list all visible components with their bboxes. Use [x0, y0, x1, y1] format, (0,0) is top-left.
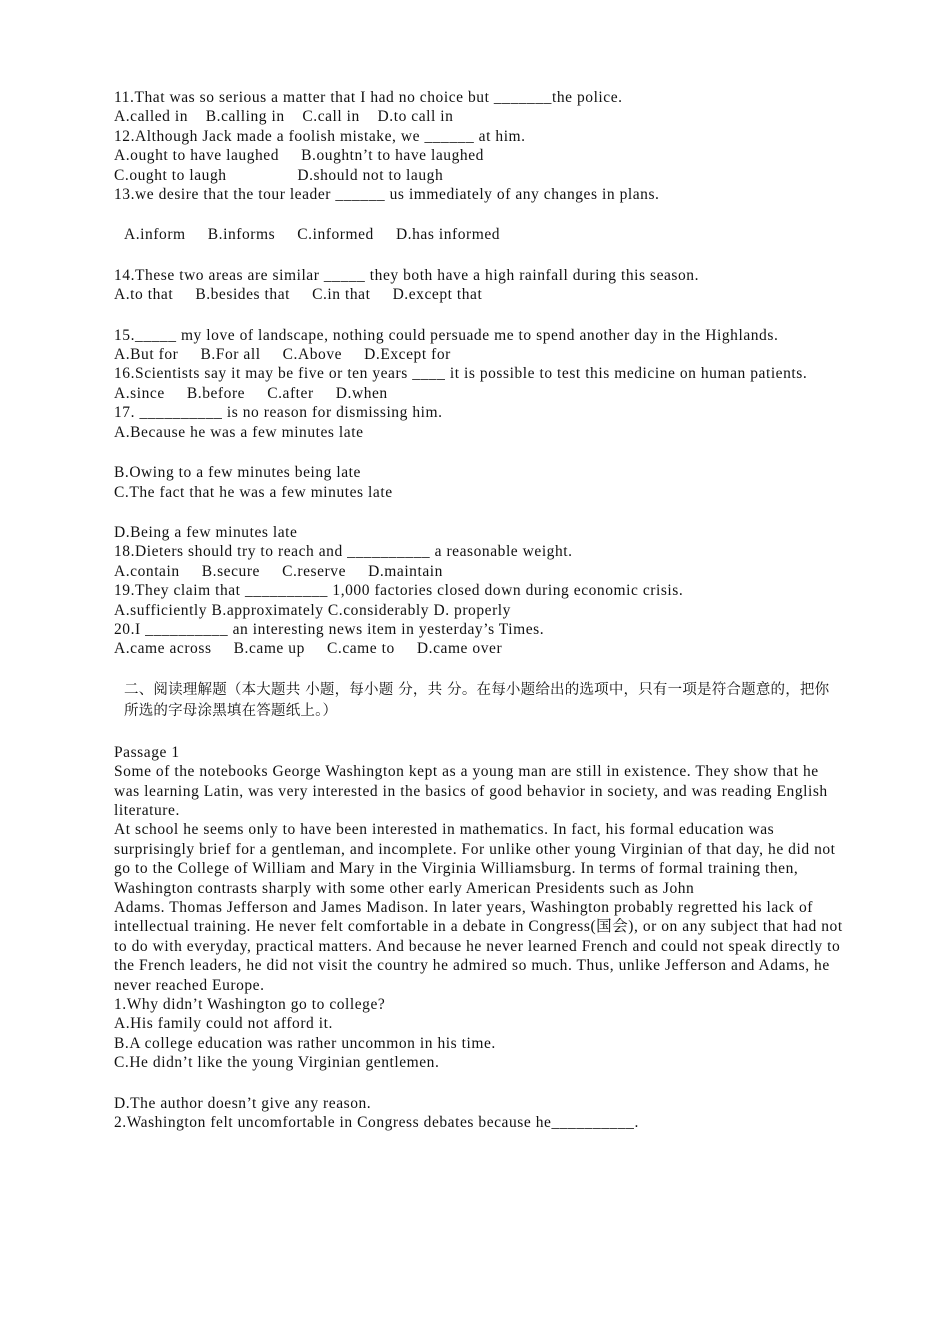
reading-question-1-option-b: B.A college education was rather uncommon in his time.	[114, 1034, 496, 1052]
reading-question-1-stem: 1.Why didn’t Washington go to college?	[114, 996, 386, 1014]
question-17-option-a: A.Because he was a few minutes late	[114, 423, 364, 441]
reading-question-1-option-a: A.His family could not afford it.	[114, 1015, 333, 1033]
question-14-stem: 14.These two areas are similar _____ they both have a high rainfall during this season.	[114, 266, 700, 284]
question-11-stem: 11.That was so serious a matter that I had no choice but _______the police.	[114, 89, 623, 106]
reading-question-1-option-c: C.He didn’t like the young Virginian gentlemen.	[114, 1054, 440, 1072]
spacer	[114, 442, 844, 463]
question-20-options: A.came across B.came up C.came to D.came over	[114, 640, 503, 658]
question-13-stem: 13.we desire that the tour leader ______ us immediately of any changes in plans.	[114, 186, 660, 204]
question-17-option-d: D.Being a few minutes late	[114, 523, 298, 541]
question-12-options: A.ought to have laughed B.oughtn’t to have laughed	[114, 147, 484, 165]
section-2-heading: 二、阅读理解题（本大题共 小题，每小题 分，共 分。在每小题给出的选项中，只有一项是符合题意的，把你所选的字母涂黑填在答题纸上。）	[124, 681, 830, 719]
question-16-stem: 16.Scientists say it may be five or ten years ____ it is possible to test this medicine on human patients.	[114, 365, 808, 383]
question-11-options: A.called in B.calling in C.call in D.to call in	[114, 108, 454, 126]
question-19-options: A.sufficiently B.approximately C.considerably D. properly	[114, 601, 511, 619]
spacer	[114, 659, 844, 680]
question-16-options: A.since B.before C.after D.when	[114, 384, 388, 402]
spacer	[114, 245, 844, 266]
passage-paragraph-2: At school he seems only to have been interested in mathematics. In fact, his formal education was surprisingly brief for a gentleman, and incomplete. For unlike other young Virginian of that day, he did not go to the College of William and Mary in the Virginia Williamsburg. In terms of formal training then, Washington contrasts sharply with some other early American Presidents such as John	[114, 821, 836, 897]
question-18-options: A.contain B.secure C.reserve D.maintain	[114, 562, 443, 580]
passage-paragraph-3: Adams. Thomas Jefferson and James Madison. In later years, Washington probably regretted his lack of intellectual training. He never felt comfortable in a debate in Congress(国会), or on any subject that had not to do with everyday, practical matters. And because he never learned French and could not speak directly to the French leaders, he did not visit the country he admired so much. Thus, unlike Jefferson and Adams, he never reached Europe.	[114, 899, 843, 994]
question-15-options: A.But for B.For all C.Above D.Except for	[114, 346, 451, 364]
spacer	[114, 305, 844, 326]
reading-question-1-option-d: D.The author doesn’t give any reason.	[114, 1094, 372, 1112]
question-17-stem: 17. __________ is no reason for dismissing him.	[114, 404, 443, 422]
reading-question-2-stem: 2.Washington felt uncomfortable in Congress debates because he__________.	[114, 1114, 639, 1132]
question-20-stem: 20.I __________ an interesting news item in yesterday’s Times.	[114, 620, 545, 638]
spacer	[114, 722, 844, 743]
question-12-options-2: C.ought to laugh D.should not to laugh	[114, 166, 444, 184]
spacer	[114, 502, 844, 523]
question-13-options: A.inform B.informs C.informed D.has informed	[124, 226, 501, 244]
passage-title: Passage 1	[114, 743, 180, 761]
question-14-options: A.to that B.besides that C.in that D.except that	[114, 286, 483, 304]
question-19-stem: 19.They claim that __________ 1,000 factories closed down during economic crisis.	[114, 582, 684, 600]
question-18-stem: 18.Dieters should try to reach and __________ a reasonable weight.	[114, 543, 573, 561]
spacer	[114, 204, 844, 225]
exam-page	[114, 88, 844, 1132]
passage-paragraph-1: Some of the notebooks George Washington kept as a young man are still in existence. They show that he was learning Latin, was very interested in the basics of good behavior in society, and was reading English literature.	[114, 763, 828, 819]
spacer	[114, 1073, 844, 1094]
question-17-option-c: C.The fact that he was a few minutes late	[114, 483, 393, 501]
question-12-stem: 12.Although Jack made a foolish mistake, we ______ at him.	[114, 127, 526, 145]
question-15-stem: 15._____ my love of landscape, nothing could persuade me to spend another day in the Highlands.	[114, 326, 779, 344]
question-17-option-b: B.Owing to a few minutes being late	[114, 464, 361, 482]
